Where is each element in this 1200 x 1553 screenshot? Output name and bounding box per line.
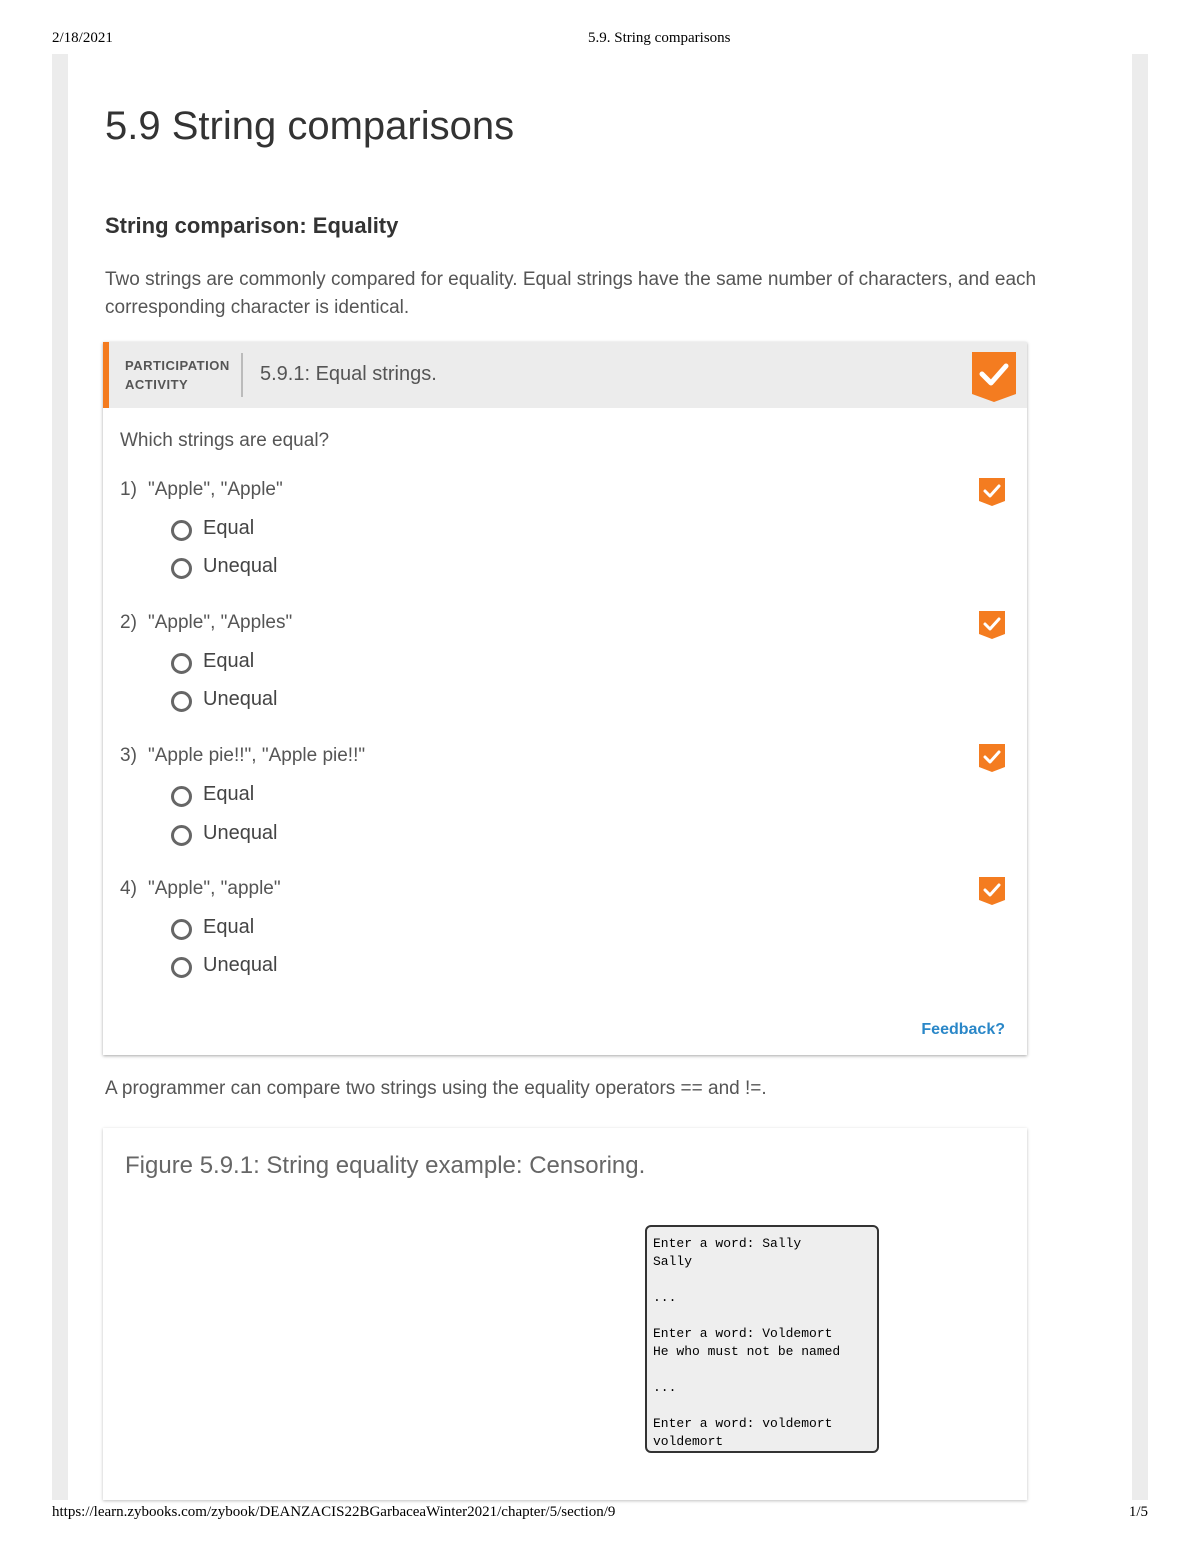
option-label: Unequal xyxy=(203,822,278,844)
question-number: 2) xyxy=(120,612,137,633)
question-item xyxy=(120,612,1010,722)
print-footer xyxy=(52,1504,1148,1524)
console-line: Enter a word: Voldemort xyxy=(653,1326,833,1341)
checkbox-checked-icon xyxy=(979,877,1005,905)
console-line: ... xyxy=(653,1380,677,1395)
radio-unselected-icon[interactable] xyxy=(171,957,192,978)
checkbox-checked-icon xyxy=(979,611,1005,639)
print-page-number: 1/5 xyxy=(1128,1504,1148,1520)
question-number: 3) xyxy=(120,745,137,766)
question-text: "Apple", "Apple" xyxy=(148,479,283,500)
participation-activity xyxy=(103,342,1027,1055)
print-url: https://learn.zybooks.com/zybook/DEANZACIS22BGarbaceaWinter2021/chapter/5/section/9 xyxy=(52,1504,616,1520)
body-paragraph: A programmer can compare two strings using the equality operators == and !=. xyxy=(105,1078,767,1099)
print-page-title: 5.9. String comparisons xyxy=(588,30,731,46)
console-line: Enter a word: Sally xyxy=(653,1236,802,1251)
activity-prompt: Which strings are equal? xyxy=(120,430,330,451)
question-item xyxy=(120,479,1010,589)
radio-unselected-icon[interactable] xyxy=(171,825,192,846)
figure-panel xyxy=(103,1128,1027,1500)
option-label: Equal xyxy=(203,916,255,938)
activity-header xyxy=(103,342,1027,408)
left-margin-bar xyxy=(52,54,68,1500)
question-text: "Apple", "Apples" xyxy=(148,612,293,633)
header-divider xyxy=(241,353,243,397)
console-line xyxy=(653,1397,871,1415)
option-label: Equal xyxy=(203,650,255,672)
activity-type-line: ACTIVITY xyxy=(125,377,189,392)
console-line: Sally xyxy=(653,1254,693,1269)
figure-caption: Figure 5.9.1: String equality example: Censoring. xyxy=(125,1152,646,1179)
activity-accent-bar xyxy=(103,342,109,408)
radio-unselected-icon[interactable] xyxy=(171,558,192,579)
question-item xyxy=(120,745,1010,855)
console-line: voldemort xyxy=(653,1434,724,1449)
section-heading: String comparison: Equality xyxy=(105,213,399,238)
console-line xyxy=(653,1361,871,1379)
option-label: Equal xyxy=(203,517,255,539)
check-badge-icon xyxy=(972,352,1016,402)
checkbox-checked-icon xyxy=(979,744,1005,772)
print-date: 2/18/2021 xyxy=(52,30,113,46)
question-number: 4) xyxy=(120,878,137,899)
activity-type-label xyxy=(125,356,230,394)
radio-unselected-icon[interactable] xyxy=(171,520,192,541)
activity-title: 5.9.1: Equal strings. xyxy=(260,363,437,385)
question-text: "Apple", "apple" xyxy=(148,878,281,899)
feedback-link[interactable]: Feedback? xyxy=(921,1021,1005,1038)
question-text: "Apple pie!!", "Apple pie!!" xyxy=(148,745,366,766)
option-label: Equal xyxy=(203,783,255,805)
intro-paragraph: Two strings are commonly compared for equality. Equal strings have the same number of characters, and each corresponding character is identical. xyxy=(105,269,1037,318)
radio-unselected-icon[interactable] xyxy=(171,919,192,940)
question-item xyxy=(120,878,1010,988)
radio-unselected-icon[interactable] xyxy=(171,786,192,807)
print-header xyxy=(52,30,1148,50)
console-line: He who must not be named xyxy=(653,1344,841,1359)
radio-unselected-icon[interactable] xyxy=(171,653,192,674)
console-output xyxy=(645,1225,879,1453)
checkbox-checked-icon xyxy=(979,478,1005,506)
radio-unselected-icon[interactable] xyxy=(171,691,192,712)
question-number: 1) xyxy=(120,479,137,500)
console-line: Enter a word: voldemort xyxy=(653,1416,833,1431)
option-label: Unequal xyxy=(203,688,278,710)
console-line xyxy=(653,1271,871,1289)
console-line: ... xyxy=(653,1290,677,1305)
page-title: 5.9 String comparisons xyxy=(105,104,515,148)
option-label: Unequal xyxy=(203,954,278,976)
console-line xyxy=(653,1307,871,1325)
right-margin-bar xyxy=(1132,54,1148,1500)
option-label: Unequal xyxy=(203,555,278,577)
activity-type-line: PARTICIPATION xyxy=(125,358,230,373)
